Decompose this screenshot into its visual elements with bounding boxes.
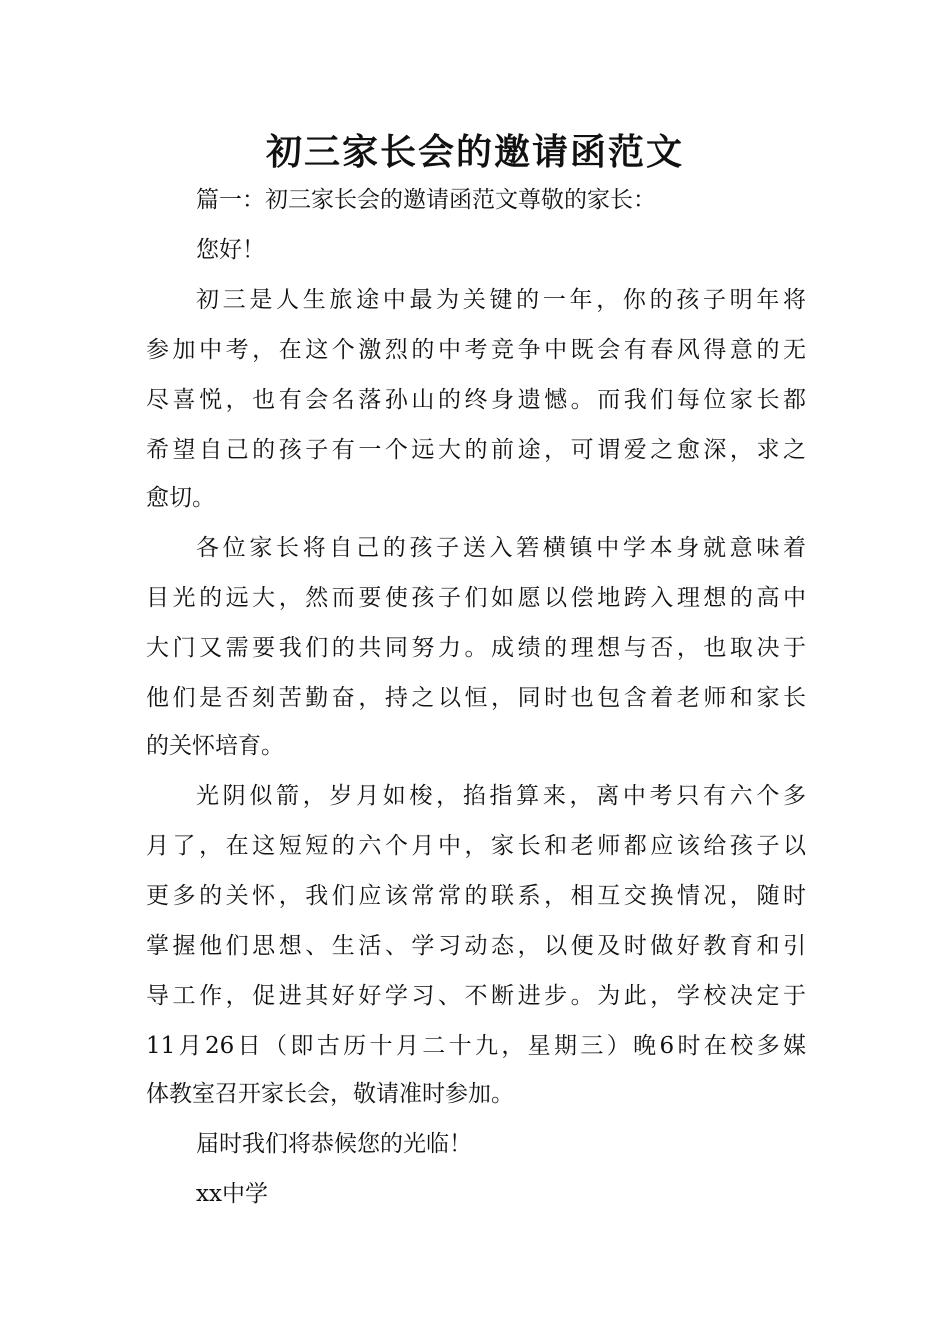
paragraph-2-line-5: 的关怀培育。 [146, 733, 284, 759]
paragraph-3-line-1: 光阴似箭，岁月如梭，掐指算来，离中考只有六个多 [196, 783, 806, 809]
document-title: 初三家长会的邀请函范文 [265, 131, 684, 173]
paragraph-2-line-1: 各位家长将自己的孩子送入箬横镇中学本身就意味着 [196, 535, 806, 561]
paragraph-3-line-3: 更多的关怀，我们应该常常的联系，相互交换情况，随时 [146, 883, 806, 909]
paragraph-2-line-3: 大门又需要我们的共同努力。成绩的理想与否，也取决于 [146, 635, 806, 661]
paragraph-3-line-7: 体教室召开家长会，敬请准时参加。 [146, 1081, 514, 1107]
signature-line: xx中学 [196, 1181, 268, 1207]
paragraph-1-line-1: 初三是人生旅途中最为关键的一年，你的孩子明年将 [196, 287, 806, 313]
paragraph-3-line-6: 11月26日（即古历十月二十九，星期三）晚6时在校多媒 [146, 1033, 806, 1059]
paragraph-2-line-4: 他们是否刻苦勤奋，持之以恒，同时也包含着老师和家长 [146, 685, 806, 711]
paragraph-1-line-5: 愈切。 [146, 485, 215, 511]
paragraph-1-line-3: 尽喜悦，也有会名落孙山的终身遗憾。而我们每位家长都 [146, 387, 806, 413]
paragraph-3-line-5: 导工作，促进其好好学习、不断进步。为此，学校决定于 [146, 983, 806, 1009]
paragraph-3-line-2: 月了，在这短短的六个月中，家长和老师都应该给孩子以 [146, 833, 806, 859]
closing-line: 届时我们将恭候您的光临！ [196, 1131, 472, 1157]
paragraph-2-line-2: 目光的远大，然而要使孩子们如愿以偿地跨入理想的高中 [146, 585, 806, 611]
greeting-line: 您好！ [196, 237, 265, 263]
salutation-line: 篇一：初三家长会的邀请函范文尊敬的家长： [196, 187, 656, 213]
paragraph-3-line-4: 掌握他们思想、生活、学习动态，以便及时做好教育和引 [146, 933, 806, 959]
paragraph-1-line-4: 希望自己的孩子有一个远大的前途，可谓爱之愈深，求之 [146, 437, 806, 463]
paragraph-1-line-2: 参加中考，在这个激烈的中考竞争中既会有春风得意的无 [146, 337, 806, 363]
